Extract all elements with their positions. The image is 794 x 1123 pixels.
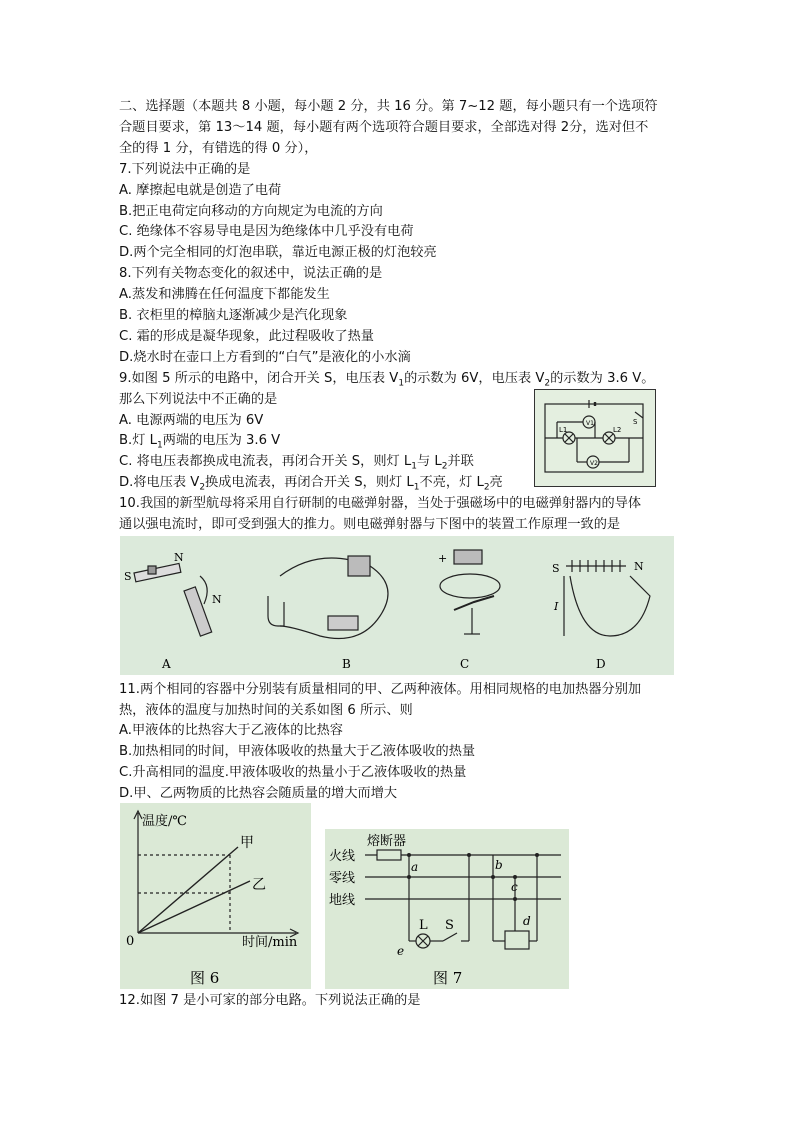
live-wire-label: 火线: [329, 849, 356, 864]
svg-text:V1: V1: [586, 420, 594, 427]
q9-option-c: C. 将电压表都换成电流表，再闭合开关 S，则灯 $L_1$与 $L_2$并联: [119, 454, 474, 472]
fuse-label: 熔断器: [367, 834, 407, 849]
svg-text:L2: L2: [613, 426, 622, 434]
q12-stem: 12.如图 7 是小可家的部分电路。下列说法正确的是: [119, 993, 421, 1008]
panel-a-magnets: [134, 563, 212, 636]
origin-label: 0: [126, 934, 135, 949]
svg-text:S: S: [633, 418, 638, 426]
q9-option-d: D.将电压表 $V_2$换成电流表，再闭合开关 S，则灯 $L_1$不亮，灯 $L_2$亮: [119, 475, 503, 493]
svg-text:S: S: [124, 570, 132, 583]
svg-text:S: S: [445, 918, 454, 933]
svg-text:N: N: [212, 593, 222, 606]
q9-option-a: A. 电源两端的电压为 6V: [119, 413, 264, 428]
q8-option-a: A.蒸发和沸腾在任何温度下都能发生: [119, 287, 330, 302]
panel-a-label: A: [162, 657, 171, 671]
q7-option-c: C. 绝缘体不容易导电是因为绝缘体中几乎没有电荷: [119, 224, 414, 239]
section-header-line-1: 二、选择题（本题共 8 小题，每小题 2 分，共 16 分。第 7~12 题，每小题只有一个选项符: [119, 99, 658, 114]
q8-option-d: D.烧水时在壶口上方看到的“白气”是液化的小水滴: [119, 350, 411, 365]
series-jia-label: 甲: [240, 835, 254, 851]
panel-c-coil: [440, 550, 500, 634]
neutral-wire-label: 零线: [329, 871, 356, 886]
svg-text:+: +: [438, 552, 448, 565]
q10-stem-line-2: 通以强电流时，即可受到强大的推力。则电磁弹射器与下图中的装置工作原理一致的是: [119, 517, 621, 532]
q9-stem: 9.如图 5 所示的电路中，闭合开关 S，电压表 $V_1$的示数为 6V，电压表 $V_2$的示数为 3.6 V。: [119, 371, 655, 389]
svg-text:N: N: [174, 551, 184, 564]
figure-7-circuit: [325, 829, 569, 989]
q8-option-c: C. 霜的形成是凝华现象，此过程吸收了热量: [119, 329, 374, 344]
svg-text:I: I: [554, 600, 559, 613]
q7-option-a: A. 摩擦起电就是创造了电荷: [119, 183, 282, 198]
q7-stem: 7.下列说法中正确的是: [119, 162, 251, 177]
figure-6-graph: [120, 803, 311, 989]
fuse-icon: [377, 850, 401, 860]
panel-c-label: C: [460, 657, 470, 671]
q9-stem-line-2: 那么下列说法中不正确的是: [119, 392, 278, 407]
panel-b-loop: [268, 556, 388, 639]
svg-text:d: d: [523, 914, 531, 928]
switch-s-icon: [443, 933, 457, 941]
ground-wire-label: 地线: [329, 893, 356, 908]
figure-7-caption: 图 7: [433, 969, 463, 987]
panel-d-label: D: [596, 657, 606, 671]
q10-figure-strip: [120, 536, 674, 675]
svg-text:L: L: [419, 918, 428, 933]
q11-option-b: B.加热相同的时间，甲液体吸收的热量大于乙液体吸收的热量: [119, 744, 476, 759]
svg-text:N: N: [634, 560, 644, 573]
q8-stem: 8.下列有关物态变化的叙述中，说法正确的是: [119, 266, 383, 281]
q11-option-c: C.升高相同的温度.甲液体吸收的热量小于乙液体吸收的热量: [119, 765, 467, 780]
y-axis-label: 温度/℃: [142, 814, 187, 829]
svg-text:S: S: [552, 562, 560, 575]
socket-icon: [505, 931, 529, 949]
series-yi-line: [138, 881, 250, 933]
svg-text:e: e: [397, 944, 405, 958]
panel-b-label: B: [342, 657, 351, 671]
svg-text:b: b: [495, 858, 503, 872]
q8-option-b: B. 衣柜里的樟脑丸逐渐减少是汽化现象: [119, 308, 348, 323]
svg-text:a: a: [411, 860, 419, 874]
x-axis-label: 时间/min: [242, 935, 298, 950]
section-header-line-2: 合题目要求，第 13～14 题，每小题有两个选项符合题目要求，全部选对得 2分，选对但不: [119, 120, 649, 135]
figure-5-circuit: [534, 389, 656, 487]
q7-option-d: D.两个完全相同的灯泡串联，靠近电源正极的灯泡较亮: [119, 245, 437, 260]
section-header-line-3: 全的得 1 分，有错选的得 0 分），: [119, 141, 318, 156]
q11-option-d: D.甲、乙两物质的比热容会随质量的增大而增大: [119, 786, 398, 801]
q10-stem-line-1: 10.我国的新型航母将采用自行研制的电磁弹射器，当处于强磁场中的电磁弹射器内的导体: [119, 496, 642, 511]
q11-option-a: A.甲液体的比热容大于乙液体的比热容: [119, 723, 343, 738]
q11-stem-line-2: 热，液体的温度与加热时间的关系如图 6 所示、则: [119, 703, 413, 718]
q9-option-b: B.灯 $L_1$两端的电压为 3.6 V: [119, 433, 281, 451]
series-jia-line: [138, 847, 238, 933]
series-yi-label: 乙: [252, 877, 266, 893]
svg-text:V2: V2: [590, 460, 598, 467]
svg-text:L1: L1: [559, 426, 568, 434]
figure-6-caption: 图 6: [190, 969, 220, 987]
q7-option-b: B.把正电荷定向移动的方向规定为电流的方向: [119, 204, 383, 219]
svg-text:c: c: [511, 880, 518, 894]
q11-stem-line-1: 11.两个相同的容器中分别装有质量相同的甲、乙两种液体。用相同规格的电加热器分别加: [119, 682, 642, 697]
